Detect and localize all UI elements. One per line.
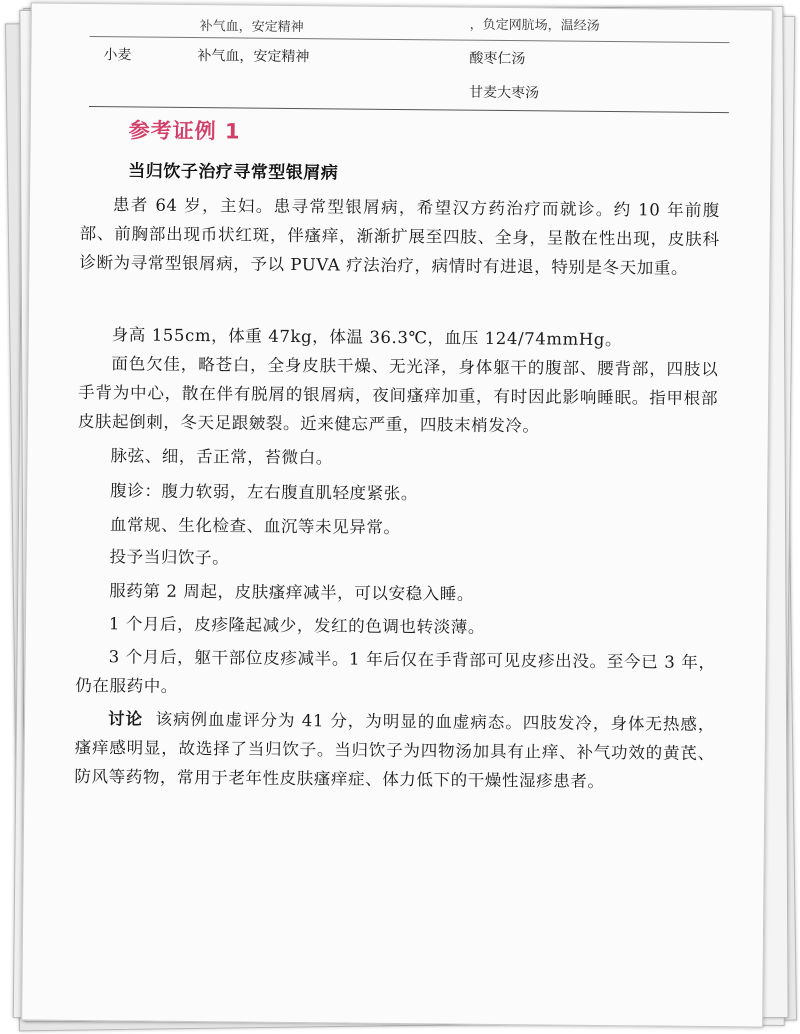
progress-paragraph: 1 个月后，皮疹隆起减少，发红的色调也转淡薄。 <box>108 614 486 637</box>
progress-paragraph: 服药第 2 周起，皮肤瘙痒减半，可以安稳入睡。 <box>109 581 475 604</box>
labs-paragraph: 血常规、生化检查、血沉等未见异常。 <box>109 515 401 538</box>
discussion-lead: 讨论 <box>107 709 144 729</box>
document-page <box>21 2 773 1027</box>
abdominal-exam-paragraph: 腹诊：腹力软弱，左右腹直肌轻度紧张。 <box>110 481 419 504</box>
discussion-text: 该病例血虚评分为 41 分，为明显的血虚病态。四肢发冷，身体无热感，瘙痒感明显，故选择了当归饮子。当归饮子为四物汤加具有止痒、补气功效的黄芪、防风等药物，常用于老年性皮肤瘙痒症、体力低下的干燥性湿疹患者。 <box>74 709 716 792</box>
table-cell: ，负定网肮场，温经汤 <box>469 17 600 34</box>
herb-name: 小麦 <box>103 47 132 64</box>
herb-effect: 补气血，安定精神 <box>197 48 310 66</box>
vitals-paragraph: 身高 155cm，体重 47kg，体温 36.3℃，血压 124/74mmHg。 <box>111 325 623 350</box>
table-row <box>89 66 729 113</box>
exam-paragraph: 面色欠佳，略苍白，全身皮肤干燥、无光泽，身体躯干的腹部、腰背部，四肢以手背为中心，散在伴有脱屑的银屑病，夜间瘙痒加重，有时因此影响睡眠。指甲根部皮肤起倒刺，冬天足跟皴裂。近来健忘严重，四肢末梢发冷。 <box>77 354 719 436</box>
discussion-paragraph <box>74 704 715 797</box>
formula: 甘麦大枣汤 <box>468 84 540 102</box>
case-title: 当归饮子治疗寻常型银屑病 <box>128 161 339 184</box>
case-paragraph: 患者 64 岁，主妇。患寻常型银屑病，希望汉方药治疗而就诊。约 10 年前腹部、前胸部出现币状红斑，伴瘙痒，渐渐扩展至四肢、全身，呈散在性出现，皮肤科诊断为寻常型银屑病，予以 PUVA 疗法治疗，病情时有进退，特别是冬天加重。 <box>79 195 721 278</box>
progress-paragraph: 3 个月后，躯干部位皮疹减半。1 年后仅在手背部可见皮疹出没。至今已 3 年，仍在服药中。 <box>75 647 716 696</box>
section-title: 参考证例 1 <box>128 118 241 144</box>
treatment-paragraph: 投予当归饮子。 <box>109 547 230 568</box>
pulse-paragraph: 脉弦、细，舌正常，苔微白。 <box>110 446 333 468</box>
table-cell: 补气血，安定精神 <box>199 19 304 36</box>
formula: 酸枣仁汤 <box>469 50 526 68</box>
